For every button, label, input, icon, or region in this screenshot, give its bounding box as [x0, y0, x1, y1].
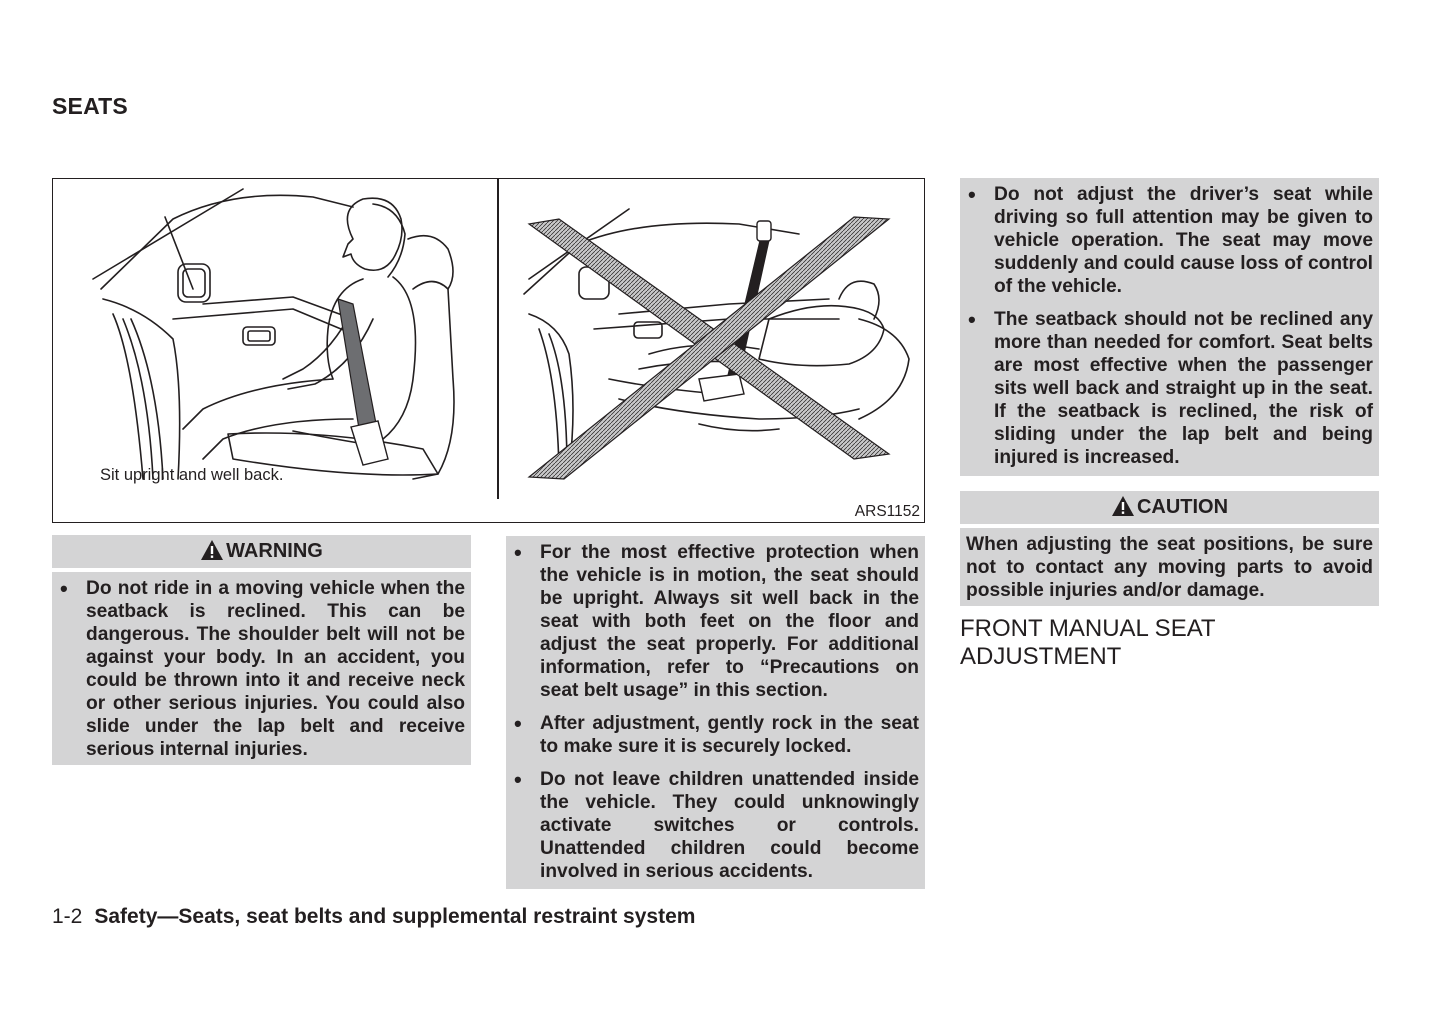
caution-triangle-icon [1111, 495, 1135, 517]
incorrect-posture-illustration [499, 179, 924, 499]
page-title: SEATS [52, 93, 128, 119]
figure-id: ARS1152 [854, 503, 920, 520]
caution-header [960, 491, 1379, 524]
figure-caption: Sit upright and well back. [100, 466, 284, 484]
caution-box [960, 528, 1379, 606]
correct-posture-illustration [53, 179, 497, 499]
caution-text: When adjusting the seat positions, be sure not to contact any moving parts to avoid possible injuries and/or damage. [966, 534, 1373, 601]
warning-item: • Do not ride in a moving vehicle when the seatback is reclined. This can be dangerous. The shoulder belt will not be against your body. In an accident, you could be thrown into it and receive neck or other serious injuries. You could also slide under the lap belt and receive serious internal injuries. [58, 577, 465, 761]
warning-box [52, 572, 471, 765]
illustration-figure [52, 178, 925, 523]
warning-header [52, 535, 471, 568]
subsection-heading: FRONT MANUAL SEAT ADJUSTMENT [960, 615, 1216, 670]
warning-title: WARNING [226, 540, 323, 562]
warning-triangle-icon [200, 539, 224, 561]
middle-item-protection: • For the most effective protection when the vehicle is in motion, the seat should be upright. Always sit well back in the seat with both feet on the floor and adjust the seat properly. For additional information, refer to “Precautions on seat belt usage” in this section. [512, 541, 919, 702]
middle-safety-box [506, 536, 925, 889]
middle-item-children: • Do not leave children unattended inside the vehicle. They could unknowingly activate switches or controls. Unattended children could become involved in serious accidents. [512, 768, 919, 883]
right-item-seatback: • The seatback should not be reclined any more than needed for comfort. Seat belts are most effective when the passenger sits well back and straight up in the seat. If the seatback is reclined, the risk of sliding under the lap belt and being injured is increased. [966, 308, 1373, 469]
right-safety-box [960, 178, 1379, 476]
page-number: 1-2 [52, 905, 83, 928]
page-footer [52, 905, 695, 929]
chapter-title: Safety—Seats, seat belts and supplemental restraint system [94, 905, 696, 928]
caution-title: CAUTION [1136, 496, 1229, 518]
middle-item-adjustment: • After adjustment, gently rock in the seat to make sure it is securely locked. [512, 712, 919, 758]
right-item-driver-seat: • Do not adjust the driver’s seat while driving so full attention may be given to vehicle operation. The seat may move suddenly and could cause loss of control of the vehicle. [966, 183, 1373, 298]
